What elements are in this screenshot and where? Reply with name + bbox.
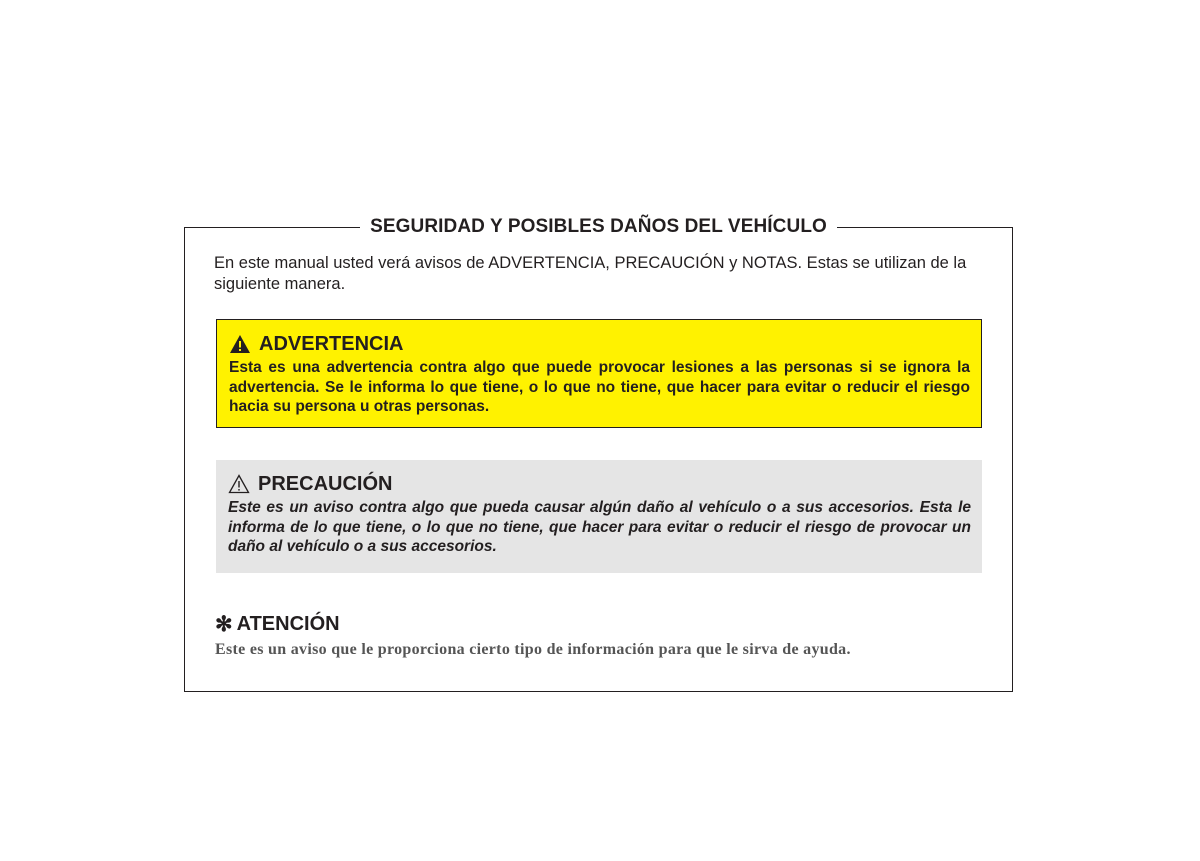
notice-title: ATENCIÓN: [236, 612, 340, 635]
caution-box: [216, 460, 982, 573]
notice-block: [215, 611, 995, 660]
caution-title: PRECAUCIÓN: [258, 472, 393, 495]
section-intro: En este manual usted verá avisos de ADVERTENCIA, PRECAUCIÓN y NOTAS. Estas se utilizan de la siguiente manera.: [214, 254, 967, 293]
section-title: SEGURIDAD Y POSIBLES DAÑOS DEL VEHÍCULO: [360, 216, 837, 237]
warning-triangle-outline-icon: [228, 474, 250, 494]
safety-section-frame: [184, 216, 1013, 692]
warning-text: Esta es una advertencia contra algo que puede provocar lesiones a las personas si se ignora la advertencia. Se le informa lo que tiene, o lo que no tiene, que hacer para evitar o reducir el riesgo hacia su persona u otras personas.: [229, 359, 970, 415]
caution-heading: [228, 470, 971, 498]
notice-text: Este es un aviso que le proporciona cierto tipo de información para que le sirva de ayuda.: [215, 641, 851, 658]
notice-heading: [215, 611, 995, 637]
warning-box: [216, 319, 982, 428]
asterisk-icon: ✻: [215, 612, 233, 636]
warning-triangle-filled-icon: [229, 334, 251, 354]
warning-title: ADVERTENCIA: [259, 332, 404, 355]
caution-text: Este es un aviso contra algo que pueda causar algún daño al vehículo o a sus accesorios. Esta le informa de lo que tiene, o lo que no tiene, que hacer para evitar o reducir el riesgo de provocar un daño al vehículo o a sus accesorios.: [228, 499, 971, 555]
warning-heading: [229, 330, 970, 358]
